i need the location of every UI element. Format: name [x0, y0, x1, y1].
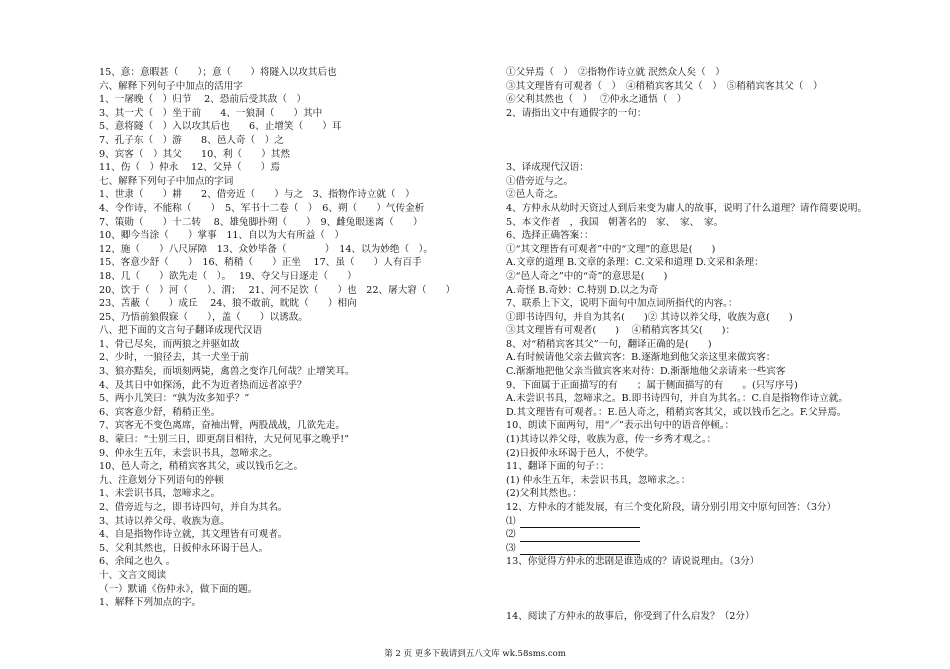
text-line: A.未尝识书具，忽啼求之。B.即书诗四句，并自为其名。：C.自是指物作诗立就。	[506, 393, 848, 405]
question: 5、本文作者 ，我国 朝著名的 家、 家、 家。	[506, 216, 724, 228]
text-line: A.文章的道理 B.文章的条理：C.文采和道理 D.文采和条理：	[506, 257, 764, 269]
section-heading: 七、解释下列句子中加点的字词	[99, 175, 234, 187]
text-line: 2、借旁近与之，即书诗四句，并自为其名。	[99, 502, 288, 513]
blank-line-2[interactable]: ⑵	[506, 528, 906, 542]
question: 11、翻译下面的句子：：	[506, 461, 610, 473]
blank-line-1[interactable]: ⑴	[506, 515, 906, 529]
text-line: ②“邑人奇之”中的“奇”的意思是( )	[506, 270, 668, 282]
question: 9、下面属于正面描写的有 ；属于侧面描写的有 。(只写序号)	[506, 379, 798, 391]
text-line: ③其文理皆有可观者（ ） ④稍稍宾客其父（ ） ⑤稍稍宾客其父（ ）	[506, 80, 823, 92]
question: 13、你觉得方仲永的悲剧是谁造成的？请说说理由。（3分）	[506, 556, 760, 568]
text-line: 1、未尝识书具，忽啼求之。	[99, 488, 221, 500]
text-line: 4、自是指物作诗立就，其文理皆有可观者。	[99, 529, 288, 541]
text-line: 10、卿今当涂（ ）掌事 11、自以为大有所益（ ）	[99, 230, 345, 242]
text-line: (1)其诗以养父母，收族为意，传一乡秀才观之。：	[506, 434, 717, 446]
question: 12、方仲永的才能发展，有三个变化阶段，请分别引用文中原句回答：（3分）	[506, 502, 837, 514]
text-line: 12、施（ ）八尺屏障 13、众妙毕备（ ） 14、以为妙绝（ ）。	[99, 243, 434, 255]
text-line: 4、令作诗，不能称（ ） 5、军书十二卷（ ） 6、朔（ ）气传金析	[99, 202, 425, 214]
text-line: ①即书诗四句，并自为其名( )② 其诗以养父母，收族为意( )	[506, 311, 793, 323]
section-heading: 九、注意划分下列语句的停顿	[99, 474, 224, 486]
text-line: 7、策勋（ ）十二转 8、雄兔脚扑朔（ ） 9、雌兔眼迷离（ ）	[99, 216, 423, 228]
text-line: 8、蒙曰：“士别三日，即更刮目相待，大兄何见事之晚乎!”	[99, 434, 350, 446]
text-line: 25、乃悟前狼假寐（ ），盖（ ）以诱敌。	[99, 311, 308, 323]
text-line: 20、饮于（ ）河（ ）、渭； 21、河不足饮（ ）也 22、屠大窘（ ）	[99, 284, 456, 296]
text-line: 6、余闻之也久 。	[99, 556, 176, 568]
question: 6、选择正确答案：：	[506, 230, 594, 242]
question: 3、译成现代汉语：	[506, 162, 589, 174]
text-line: 3、其一犬（ ）坐于前 4、一狼洞（ ）其中	[99, 107, 323, 119]
text-line: 9、仲永生五年，未尝识书具，忽啼求之。	[99, 447, 278, 459]
blank-line-3[interactable]: ⑶	[506, 542, 906, 556]
text-line: D.其文理皆有可观者。：E.邑人奇之，稍稍宾客其父，或以钱币乞之。F.父异焉。	[506, 406, 847, 418]
text-line: ①父异焉（ ） ②指物作诗立就 泯然众人矣（ ）	[506, 67, 725, 78]
text-line: 1、骨已尽矣，而两狼之并驱如故	[99, 338, 240, 350]
text-line: A.奇怪 B.奇妙：C.特别 D.以之为奇	[506, 284, 659, 296]
right-column	[506, 66, 906, 623]
text-line: A.有时候请他父亲去做宾客：B.逐渐地到他父亲这里来做宾客：	[506, 352, 776, 364]
text-line: 3、其诗以养父母、收族为意。	[99, 515, 230, 527]
page-footer: 第 2 页 更多下载请到五八文库 wk.58sms.com	[384, 649, 566, 659]
text-line: (2)父利其然也。：	[506, 488, 582, 500]
text-line: ①借旁近与之。	[506, 175, 574, 187]
section-heading: 十、文言文阅读	[99, 569, 167, 581]
text-line: ③其文理皆有可观者( ) ④稍稍宾客其父( )：	[506, 325, 736, 337]
answer-space	[506, 569, 906, 610]
text-line: ②邑人奇之。	[506, 189, 564, 201]
text-line: (2)日扳仲永环谒于邑人，不使学。	[506, 447, 654, 459]
text-line: 15、客意少舒（ ） 16、稍稍（ ）正坐 17、虽（ ）人有百手	[99, 257, 422, 269]
text-line: C.渐渐地把他父亲当做宾客来对待：D.渐渐地他父亲请来一些宾客	[506, 366, 786, 378]
text-line: 3、狼亦黠矣，而顷刻两毙，禽兽之变诈几何哉？止增笑耳。	[99, 366, 355, 378]
left-column	[99, 66, 487, 610]
text-line: ⑥父利其然也（ ） ⑦仲永之通悟（ ）	[506, 94, 687, 106]
text-line: 6、宾客意少舒，稍稍正坐。	[99, 406, 221, 418]
text-line: 9、宾客（ ）其父 10、利（ ）其然	[99, 148, 290, 160]
text-line: (1) 仲永生五年，未尝识书具，忽啼求之。：	[506, 474, 691, 486]
section-heading: 八、把下面的文言句子翻译成现代汉语	[99, 325, 263, 337]
text-line: 23、苫蔽（ ）成丘 24、狼不敢前，眈眈（ ）相向	[99, 298, 357, 310]
question: 10、朗读下面两句，用“／”表示出句中的语音停顿。：	[506, 420, 735, 432]
question: 2、请指出文中有通假字的一句：	[506, 107, 647, 119]
text-line: 7、宾客无不变色离席，奋袖出臂，两股战战，几欲先走。	[99, 420, 345, 432]
answer-space	[506, 120, 906, 161]
text-line: 15、意：意暇甚（ ）；意（ ）将隧入以攻其后也	[99, 67, 337, 78]
question: 7、联系上下文，说明下面句中加点词所指代的内容。：	[506, 298, 738, 310]
question: 8、对“稍稍宾客其父”一句，翻译正确的是( )	[506, 338, 712, 350]
text-line: 10、邑人奇之，稍稍宾客其父，或以钱币乞之。	[99, 461, 304, 473]
question: 14、阅读了方仲永的故事后，你受到了什么启发？（2分）	[506, 610, 755, 622]
text-line: 18、几（ ）欲先走（ ）。 19、夺父与日逐走（ ）	[99, 270, 357, 282]
text-line: 5、父利其然也，日扳仲永环谒于邑人。	[99, 542, 269, 554]
text-line: 5、意将隧（ ）入以攻其后也 6、止增笑（ ）耳	[99, 121, 342, 133]
text-line: 4、及其日中如探汤，此不为近者热而远者凉乎？	[99, 379, 307, 391]
text-line: （一）默诵《伤仲永》，做下面的题。	[99, 583, 258, 595]
text-line: ①“其文理皆有可观者”中的“文理”的意思是( )	[506, 243, 716, 255]
text-line: 1、解释下列加点的字。	[99, 597, 202, 609]
text-line: 7、孔子东（ ）游 8、邑人奇（ ）之	[99, 134, 284, 146]
text-line: 1、一屠晚（ ）归节 2、恐前后受其敌（ ）	[99, 94, 307, 106]
section-heading: 六、解释下列句子中加点的活用字	[99, 80, 243, 92]
question: 4、方仲永从幼时天资过人到后来变为庸人的故事，说明了什么道理？请作简要说明。	[506, 202, 868, 214]
text-line: 5、两小儿笑曰：“孰为汝多知乎？”	[99, 393, 250, 405]
text-line: 11、伤（ ）仲永 12、父异（ ）焉	[99, 162, 280, 174]
text-line: 1、世隶（ ）耕 2、借旁近（ ）与之 3、指物作诗立就（ ）	[99, 189, 415, 201]
text-line: 2、少时，一狼径去，其一犬坐于前	[99, 352, 250, 364]
